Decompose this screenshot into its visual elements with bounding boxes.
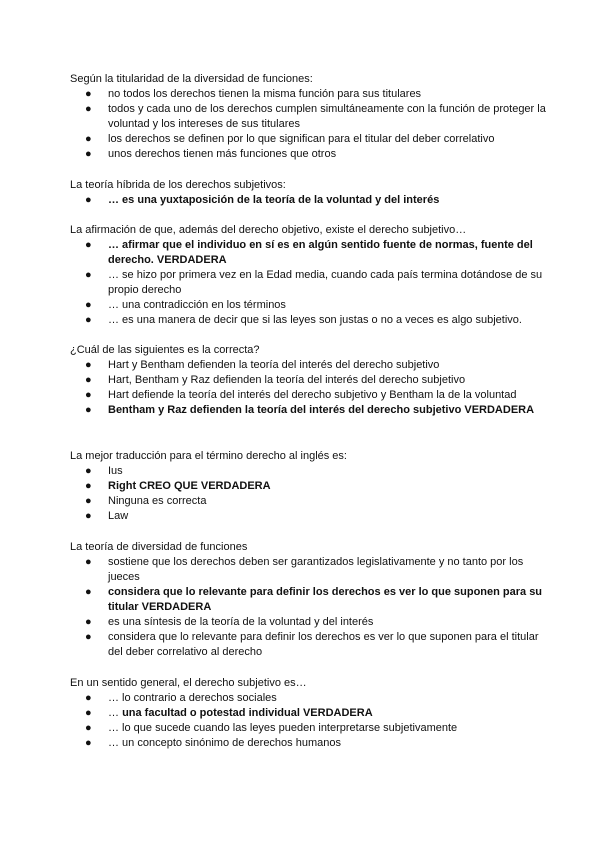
option-correct: ● … una facultad o potestad individual VERDADERA bbox=[85, 707, 373, 719]
question-stem: La mejor traducción para el término derecho al inglés es: bbox=[70, 450, 347, 462]
bullet-icon: ● bbox=[85, 737, 92, 749]
option: ● no todos los derechos tienen la misma función para sus titulares bbox=[85, 88, 422, 100]
option: ● … un concepto sinónimo de derechos humanos bbox=[85, 737, 341, 749]
option-correct: ● … es una yuxtaposición de la teoría de la voluntad y del interés bbox=[85, 194, 440, 206]
bullet-icon: ● bbox=[85, 722, 92, 734]
option-list bbox=[70, 358, 550, 418]
option-correct: ● Right CREO QUE VERDADERA bbox=[85, 480, 271, 492]
question-stem: La afirmación de que, además del derecho objetivo, existe el derecho subjetivo… bbox=[70, 224, 467, 236]
option: ● unos derechos tienen más funciones que otros bbox=[85, 148, 337, 160]
option-correct: ● … afirmar que el individuo en sí es en algún sentido fuente de normas, fuente del derecho. VERDADERA bbox=[85, 239, 533, 266]
option-list bbox=[70, 691, 550, 751]
option: ● Ius bbox=[85, 465, 123, 477]
option-list bbox=[70, 464, 550, 524]
bullet-icon: ● bbox=[85, 148, 92, 160]
option: ● Hart y Bentham defienden la teoría del interés del derecho subjetivo bbox=[85, 359, 440, 371]
bullet-icon: ● bbox=[85, 269, 92, 281]
question-6 bbox=[70, 540, 550, 660]
option: ● … una contradicción en los términos bbox=[85, 299, 286, 311]
option: ● los derechos se definen por lo que significan para el titular del deber correlativo bbox=[85, 133, 495, 145]
question-stem: Según la titularidad de la diversidad de funciones: bbox=[70, 73, 313, 85]
bullet-icon: ● bbox=[85, 374, 92, 386]
bullet-icon: ● bbox=[85, 133, 92, 145]
option: ● sostiene que los derechos deben ser garantizados legislativamente y no tanto por los jueces bbox=[85, 556, 524, 583]
bullet-icon: ● bbox=[85, 299, 92, 311]
option-correct: ● Bentham y Raz defienden la teoría del interés del derecho subjetivo VERDADERA bbox=[85, 404, 535, 416]
question-5 bbox=[70, 449, 550, 524]
option: ● Hart defiende la teoría del interés del derecho subjetivo y Bentham la de la voluntad bbox=[85, 389, 517, 401]
option: ● … se hizo por primera vez en la Edad media, cuando cada país termina dotándose de su propio derecho bbox=[85, 269, 543, 296]
option: ● … lo contrario a derechos sociales bbox=[85, 692, 277, 704]
question-stem: La teoría híbrida de los derechos subjetivos: bbox=[70, 179, 286, 191]
bullet-icon: ● bbox=[85, 586, 92, 598]
bullet-icon: ● bbox=[85, 631, 92, 643]
bullet-icon: ● bbox=[85, 389, 92, 401]
option-list bbox=[70, 87, 550, 162]
bullet-icon: ● bbox=[85, 88, 92, 100]
option-list bbox=[70, 193, 550, 208]
question-2 bbox=[70, 178, 550, 208]
question-3 bbox=[70, 223, 550, 328]
option: ● Ninguna es correcta bbox=[85, 495, 207, 507]
bullet-icon: ● bbox=[85, 556, 92, 568]
bullet-icon: ● bbox=[85, 692, 92, 704]
question-stem: ¿Cuál de las siguientes es la correcta? bbox=[70, 344, 260, 356]
bullet-icon: ● bbox=[85, 707, 92, 719]
bullet-icon: ● bbox=[85, 314, 92, 326]
option-correct: ● considera que lo relevante para definir los derechos es ver lo que suponen para su titular VERDADERA bbox=[85, 586, 543, 613]
bullet-icon: ● bbox=[85, 404, 92, 416]
option: ● es una síntesis de la teoría de la voluntad y del interés bbox=[85, 616, 374, 628]
bullet-icon: ● bbox=[85, 616, 92, 628]
bullet-icon: ● bbox=[85, 359, 92, 371]
bullet-icon: ● bbox=[85, 465, 92, 477]
option: ● … lo que sucede cuando las leyes pueden interpretarse subjetivamente bbox=[85, 722, 458, 734]
question-stem: En un sentido general, el derecho subjetivo es… bbox=[70, 677, 307, 689]
bullet-icon: ● bbox=[85, 510, 92, 522]
question-7 bbox=[70, 676, 550, 751]
option: ● todos y cada uno de los derechos cumplen simultáneamente con la función de proteger la voluntad y los intereses de sus titulares bbox=[85, 103, 546, 130]
question-4 bbox=[70, 343, 550, 418]
bullet-icon: ● bbox=[85, 495, 92, 507]
bullet-icon: ● bbox=[85, 103, 92, 115]
option: ● … es una manera de decir que si las leyes son justas o no a veces es algo subjetivo. bbox=[85, 314, 522, 326]
question-1 bbox=[70, 72, 550, 162]
option-list bbox=[70, 555, 550, 660]
bullet-icon: ● bbox=[85, 239, 92, 251]
bullet-icon: ● bbox=[85, 194, 92, 206]
option: ● considera que lo relevante para definir los derechos es ver lo que suponen para el titular del deber correlativo al derecho bbox=[85, 631, 539, 658]
option-list bbox=[70, 238, 550, 328]
bullet-icon: ● bbox=[85, 480, 92, 492]
option: ● Hart, Bentham y Raz defienden la teoría del interés del derecho subjetivo bbox=[85, 374, 466, 386]
question-stem: La teoría de diversidad de funciones bbox=[70, 541, 248, 553]
option: ● Law bbox=[85, 510, 129, 522]
